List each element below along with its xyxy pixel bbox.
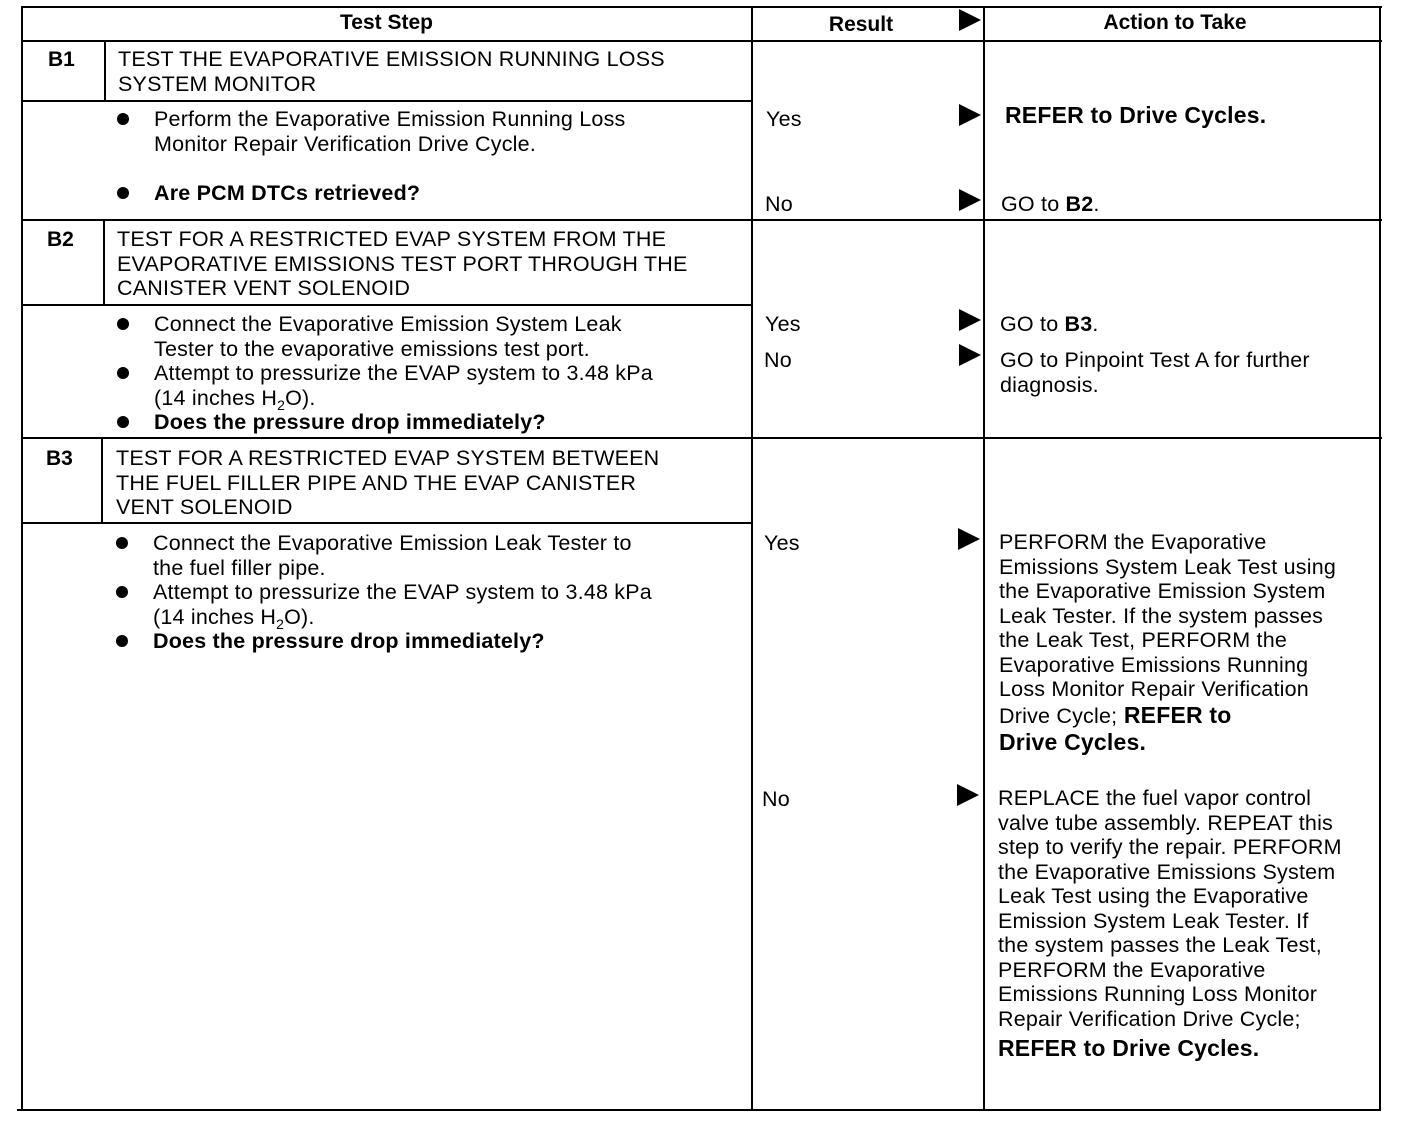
b3-title-divider: [22, 522, 753, 524]
table-border-top: [22, 6, 1382, 8]
arrow-right-icon: [958, 528, 980, 550]
table-border-bottom: [17, 1109, 1381, 1111]
b2-title-divider: [22, 304, 753, 306]
arrow-right-icon: [959, 309, 981, 331]
header-result: Result: [828, 13, 894, 36]
b2-action-no: GO to Pinpoint Test A for further diagnosis.: [1000, 348, 1310, 397]
column-divider-result: [751, 6, 753, 1111]
b1-result-yes: Yes: [766, 107, 802, 131]
b3-bullet-2: [153, 580, 743, 632]
column-divider-action: [983, 6, 985, 1111]
action-text: GO to: [1001, 192, 1066, 216]
b2-result-no: No: [764, 348, 792, 372]
b3-bullet-3: Does the pressure drop immediately?: [153, 629, 545, 653]
bullet-text: Attempt to pressurize the EVAP system to 3.48 kPa: [153, 580, 652, 604]
step-title-b2: TEST FOR A RESTRICTED EVAP SYSTEM FROM THE EVAPORATIVE EMISSIONS TEST PORT THROUGH THE CANISTER VENT SOLENOID: [117, 227, 688, 300]
action-ref: Drive Cycles.: [999, 728, 1147, 755]
step-id-b2: B2: [47, 228, 74, 251]
b1-bullet-1: Perform the Evaporative Emission Running Loss Monitor Repair Verification Drive Cycle.: [154, 107, 626, 156]
arrow-right-icon: [957, 784, 979, 806]
header-action: Action to Take: [1103, 11, 1247, 34]
b2-bullet-2: [154, 361, 744, 413]
step-ref: B3: [1064, 312, 1093, 336]
b1-action-yes: REFER to Drive Cycles.: [1005, 102, 1267, 128]
b3-bullet-1: Connect the Evaporative Emission Leak Tester to the fuel filler pipe.: [153, 531, 632, 580]
subscript: 2: [276, 615, 285, 632]
b2-action-yes: [1000, 312, 1099, 337]
subscript: 2: [277, 396, 286, 413]
step-id-b3: B3: [46, 447, 73, 470]
bullet-icon: [117, 416, 129, 428]
b3-result-no: No: [762, 787, 790, 811]
action-ref: REFER to Drive Cycles.: [998, 1035, 1260, 1061]
bullet-text: (14 inches H: [153, 604, 277, 629]
b1-bottom-divider: [22, 219, 1382, 221]
b1-id-divider: [104, 40, 106, 102]
arrow-right-icon: [959, 189, 981, 211]
header-test-step: Test Step: [340, 11, 433, 34]
b2-bullet-1: Connect the Evaporative Emission System Leak Tester to the evaporative emissions test port.: [154, 312, 622, 361]
bullet-text: Attempt to pressurize the EVAP system to 3.48 kPa: [154, 361, 653, 385]
bullet-text: O).: [284, 604, 315, 629]
b3-action-yes: [999, 530, 1377, 756]
step-title-b3: TEST FOR A RESTRICTED EVAP SYSTEM BETWEEN THE FUEL FILLER PIPE AND THE EVAP CANISTER VENT SOLENOID: [116, 446, 660, 519]
b2-id-divider: [103, 219, 105, 306]
bullet-text: (14 inches H: [154, 385, 278, 410]
bullet-icon: [117, 187, 129, 199]
b1-title-divider: [22, 100, 753, 102]
b2-bottom-divider: [22, 437, 1382, 439]
header-divider: [22, 40, 1382, 42]
action-text: .: [1093, 192, 1100, 216]
b2-bullet-3: Does the pressure drop immediately?: [154, 410, 546, 434]
b1-bullet-2: Are PCM DTCs retrieved?: [154, 181, 421, 205]
b3-action-no: [998, 786, 1376, 1062]
table-border-right: [1379, 6, 1381, 1111]
step-ref: B2: [1065, 192, 1094, 216]
arrow-right-icon: [959, 344, 981, 366]
b3-id-divider: [101, 437, 103, 524]
action-text: .: [1092, 312, 1099, 336]
table-border-left: [21, 6, 23, 1111]
b3-result-yes: Yes: [764, 531, 800, 555]
bullet-text: O).: [285, 385, 316, 410]
bullet-icon: [116, 586, 128, 598]
action-ref: REFER to: [1117, 701, 1232, 728]
arrow-right-icon: [959, 104, 981, 126]
header-arrow-icon: [959, 9, 981, 31]
bullet-icon: [116, 635, 128, 647]
action-text: GO to: [1000, 312, 1065, 336]
bullet-icon: [117, 113, 129, 125]
b2-result-yes: Yes: [765, 312, 801, 336]
step-id-b1: B1: [48, 48, 75, 71]
bullet-icon: [116, 537, 128, 549]
b1-result-no: No: [765, 192, 793, 216]
action-text: PERFORM the Evaporative Emissions System Leak Test using the Evaporative Emission System Leak Tester. If the system passes the Leak Test, PERFORM the Evaporative Emissions Running Loss Monitor Repair Verification Drive Cycle;: [999, 530, 1337, 728]
bullet-icon: [117, 367, 129, 379]
b1-action-no: [1001, 192, 1100, 217]
bullet-icon: [117, 318, 129, 330]
step-title-b1: TEST THE EVAPORATIVE EMISSION RUNNING LOSS SYSTEM MONITOR: [118, 47, 665, 96]
action-text: REPLACE the fuel vapor control valve tube assembly. REPEAT this step to verify the repair. PERFORM the Evaporative Emissions System Leak Test using the Evaporative Emission System Leak Tester. If the system passes the Leak Test, PERFORM the Evaporative Emissions Running Loss Monitor Repair Verification Drive Cycle;: [998, 786, 1342, 1031]
